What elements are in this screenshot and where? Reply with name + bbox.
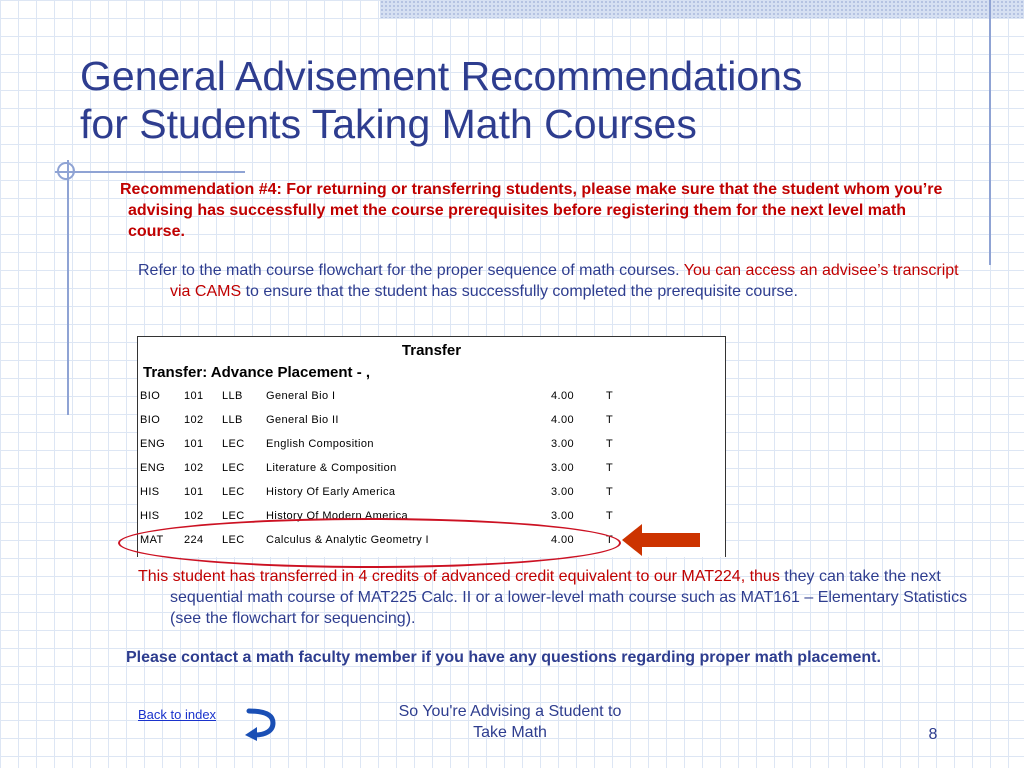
course-credits: 3.00 — [551, 510, 575, 522]
course-credits: 3.00 — [551, 486, 575, 498]
transcript-row — [138, 386, 725, 410]
course-number: 101 — [184, 390, 204, 402]
slide-title — [80, 52, 960, 148]
course-credits: 3.00 — [551, 462, 575, 474]
transcript-row — [138, 482, 725, 506]
course-type: LEC — [222, 510, 245, 522]
course-dept: HIS — [140, 486, 160, 498]
course-name: General Bio II — [266, 414, 339, 426]
course-name: Calculus & Analytic Geometry I — [266, 534, 430, 546]
course-number: 224 — [184, 534, 204, 546]
course-credits: 4.00 — [551, 414, 575, 426]
course-name: General Bio I — [266, 390, 336, 402]
transcript-subheading: Transfer: Advance Placement - , — [143, 364, 371, 381]
course-type: LLB — [222, 390, 243, 402]
left-decorative-line — [67, 160, 69, 415]
transcript-row — [138, 434, 725, 458]
highlight-ellipse — [118, 518, 621, 568]
transfer-explanation-part1: This student has transferred in 4 credits of advanced credit equivalent to our MAT224, thus — [138, 568, 785, 585]
course-grade: T — [606, 510, 614, 522]
flowchart-paragraph-part3: to ensure that the student has successfully completed the prerequisite course. — [241, 283, 798, 300]
course-grade: T — [606, 414, 614, 426]
course-type: LLB — [222, 414, 243, 426]
course-grade: T — [606, 486, 614, 498]
return-arrow-icon[interactable] — [243, 705, 277, 741]
cams-transcript-note: You can access an advisee’s transcript via CAMS — [170, 262, 959, 300]
recommendation-body: Recommendation #4: For returning or transferring students, please make sure that the student whom you’re advising has successfully met the course prerequisites before registering them for the next level math course. — [120, 181, 943, 240]
transfer-explanation — [138, 566, 970, 629]
recommendation-text — [120, 179, 950, 242]
course-name: History Of Modern America — [266, 510, 409, 522]
flowchart-paragraph-part1: Refer to the math course flowchart for the proper sequence of math courses. — [138, 262, 684, 279]
course-grade: T — [606, 534, 614, 546]
left-arrow-icon — [622, 522, 702, 558]
slide-title-line2: for Students Taking Math Courses — [80, 101, 697, 147]
title-underline — [55, 171, 245, 173]
footer-title — [355, 701, 665, 743]
transcript-row — [138, 410, 725, 434]
course-number: 102 — [184, 462, 204, 474]
footer-title-line2: Take Math — [473, 724, 547, 741]
course-name: Literature & Composition — [266, 462, 397, 474]
course-number: 102 — [184, 414, 204, 426]
course-type: LEC — [222, 438, 245, 450]
course-dept: BIO — [140, 414, 161, 426]
course-number: 102 — [184, 510, 204, 522]
course-name: English Composition — [266, 438, 374, 450]
course-credits: 4.00 — [551, 534, 575, 546]
course-dept: ENG — [140, 462, 166, 474]
transcript-row — [138, 458, 725, 482]
slide-title-line1: General Advisement Recommendations — [80, 53, 803, 99]
transfer-explanation-part2: they can take the next sequential math course of MAT225 Calc. II or a lower-level math course such as MAT161 – Elementary Statistics (see the flowchart for sequencing). — [170, 568, 968, 627]
course-type: LEC — [222, 534, 245, 546]
back-to-index-link[interactable]: Back to index — [138, 707, 217, 722]
right-decorative-line — [989, 0, 991, 265]
course-dept: ENG — [140, 438, 166, 450]
course-type: LEC — [222, 462, 245, 474]
course-number: 101 — [184, 486, 204, 498]
page-number: 8 — [928, 726, 938, 743]
course-grade: T — [606, 390, 614, 402]
contact-note: Please contact a math faculty member if you have any questions regarding proper math placement. — [126, 649, 881, 666]
course-name: History Of Early America — [266, 486, 396, 498]
footer-title-line1: So You're Advising a Student to — [398, 703, 622, 720]
flowchart-paragraph — [138, 260, 960, 302]
course-grade: T — [606, 438, 614, 450]
course-dept: HIS — [140, 510, 160, 522]
course-dept: MAT — [140, 534, 164, 546]
course-dept: BIO — [140, 390, 161, 402]
circle-ornament — [57, 162, 75, 180]
course-number: 101 — [184, 438, 204, 450]
course-grade: T — [606, 462, 614, 474]
top-decorative-bar — [380, 0, 1024, 18]
course-type: LEC — [222, 486, 245, 498]
course-credits: 3.00 — [551, 438, 575, 450]
course-credits: 4.00 — [551, 390, 575, 402]
transcript-heading: Transfer — [401, 342, 462, 359]
